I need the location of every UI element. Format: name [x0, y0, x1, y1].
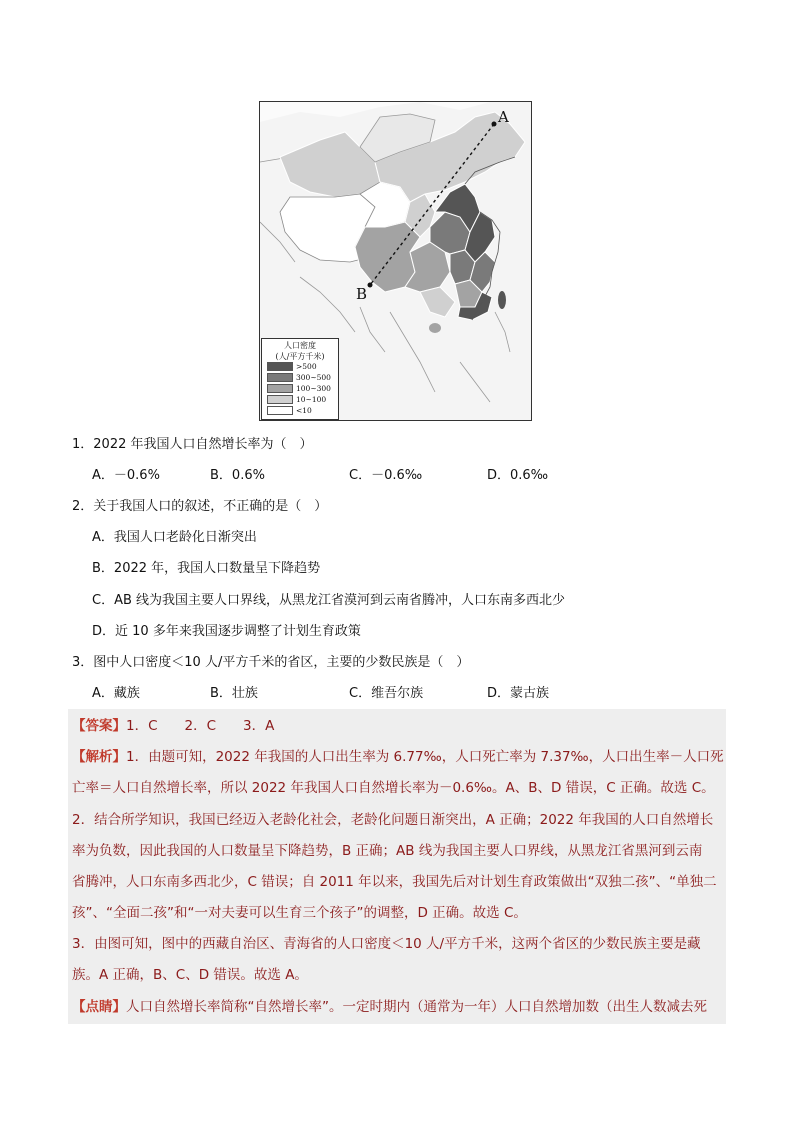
population-density-map	[259, 101, 532, 421]
question-2-option-c: C．AB 线为我国主要人口界线，从黑龙江省漠河到云南省腾冲，人口东南多西北少	[92, 593, 566, 608]
question-1-option-b: B．0.6%	[210, 468, 265, 483]
question-1-option-a: A．－0.6%	[92, 468, 160, 483]
point-a-label: A	[498, 108, 509, 126]
legend-swatch	[267, 395, 293, 404]
question-3-option-b: B．壮族	[210, 686, 258, 701]
legend-item	[267, 383, 338, 394]
question-2-option-b: B．2022 年，我国人口数量呈下降趋势	[92, 561, 321, 576]
legend-label: 300~500	[296, 373, 331, 382]
analysis-text-line: 1．由题可知，2022 年我国的人口出生率为 6.77‰，人口死亡率为 7.37‰，人口出生率－人口死	[126, 749, 724, 765]
legend-label: <10	[296, 406, 312, 415]
legend-swatch	[267, 406, 293, 415]
legend-item	[267, 361, 338, 372]
tip-tag: 【点睛】	[72, 999, 126, 1015]
analysis-tag: 【解析】	[72, 749, 126, 765]
question-2-option-a: A．我国人口老龄化日渐突出	[92, 530, 257, 545]
question-1-stem: 1．2022 年我国人口自然增长率为（ ）	[72, 437, 313, 452]
answer-text: 1．C 2．C 3．A	[126, 718, 275, 734]
legend-item	[267, 394, 338, 405]
legend-swatch	[267, 384, 293, 393]
question-1-option-d: D．0.6‰	[487, 468, 549, 483]
question-3-option-a: A．藏族	[92, 686, 140, 701]
analysis-text-line: 3．由图可知，图中的西藏自治区、青海省的人口密度＜10 人/平方千米，这两个省区的少数民族主要是藏	[72, 936, 701, 952]
legend-item	[267, 372, 338, 383]
legend-title-line2: (人/平方千米)	[275, 352, 325, 361]
answer-tag: 【答案】	[72, 718, 126, 734]
legend-label: >500	[296, 362, 317, 371]
analysis-text-line: 2．结合所学知识，我国已经迈入老龄化社会，老龄化问题日渐突出，A 正确；2022 年我国的人口自然增长	[72, 812, 714, 828]
question-3-option-d: D．蒙古族	[487, 686, 550, 701]
analysis-text-line: 省腾冲，人口东南多西北少，C 错误；自 2011 年以来，我国先后对计划生育政策做出“双独二孩”、“单独二	[72, 874, 717, 890]
question-2-stem: 2．关于我国人口的叙述，不正确的是（ ）	[72, 499, 328, 514]
answer-line	[72, 716, 274, 736]
question-3-options	[0, 684, 794, 704]
tip-text: 人口自然增长率简称“自然增长率”。一定时期内（通常为一年）人口自然增加数（出生人数减去死	[126, 999, 707, 1015]
analysis-text-line: 亡率＝人口自然增长率，所以 2022 年我国人口自然增长率为－0.6‰。A、B、D 错误，C 正确。故选 C。	[72, 780, 715, 796]
point-b-label: B	[356, 285, 368, 303]
legend-label: 100~300	[296, 384, 331, 393]
legend-title-line1: 人口密度	[284, 341, 316, 350]
question-3-stem: 3．图中人口密度＜10 人/平方千米的省区，主要的少数民族是（ ）	[72, 655, 470, 670]
analysis-text-line: 孩”、“全面二孩”和“一对夫妻可以生育三个孩子”的调整，D 正确。故选 C。	[72, 905, 527, 921]
analysis-text-line: 族。A 正确，B、C、D 错误。故选 A。	[72, 967, 308, 983]
question-1-option-c: C．－0.6‰	[349, 468, 423, 483]
legend-label: 10~100	[296, 395, 327, 404]
legend-swatch	[267, 373, 293, 382]
legend-item	[267, 405, 338, 416]
tip-line	[72, 997, 707, 1017]
question-2-option-d: D．近 10 多年来我国逐步调整了计划生育政策	[92, 624, 361, 639]
question-3-option-c: C．维吾尔族	[349, 686, 424, 701]
analysis-line	[72, 747, 724, 767]
map-legend	[261, 338, 339, 420]
analysis-text-line: 率为负数，因此我国的人口数量呈下降趋势，B 正确；AB 线为我国主要人口界线，从黑龙江省黑河到云南	[72, 843, 703, 859]
legend-swatch	[267, 362, 293, 371]
question-1-options	[0, 466, 794, 486]
